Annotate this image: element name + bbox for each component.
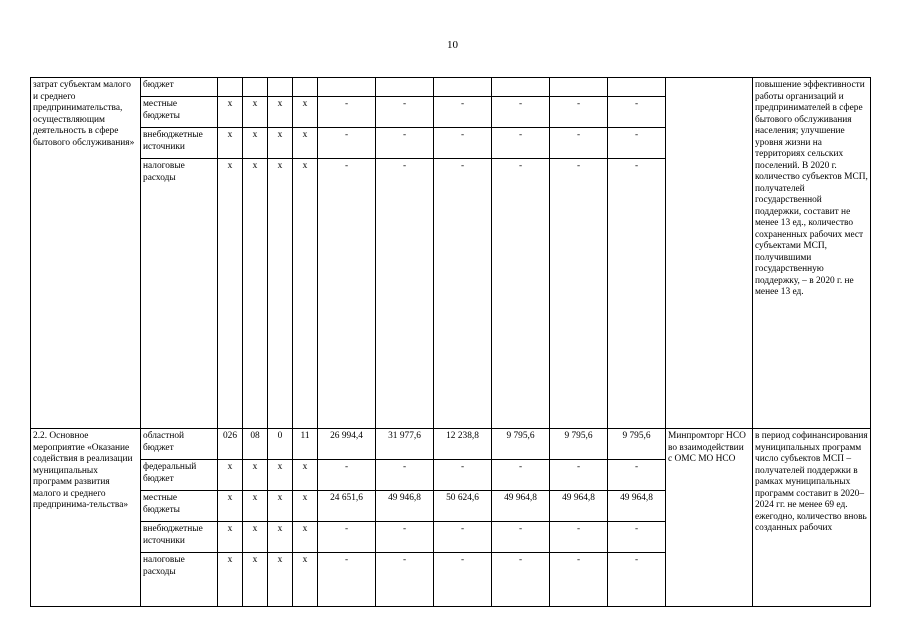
code-cell: x bbox=[268, 522, 293, 553]
code-cell: x bbox=[293, 97, 318, 128]
code-cell: x bbox=[218, 97, 243, 128]
value-cell: - bbox=[376, 159, 434, 429]
value-cell: - bbox=[434, 128, 492, 159]
value-cell: 9 795,6 bbox=[608, 429, 666, 460]
value-cell: - bbox=[608, 97, 666, 128]
value-cell: - bbox=[608, 553, 666, 607]
expected-outcome: в период софинансирования муниципальных программ число субъектов МСП – получателей поддержки в рамках муниципальных программ составит в 2020–2024 гг. не менее 69 ед. ежегодно, количество вновь созданных рабочих bbox=[753, 429, 871, 607]
code-cell: x bbox=[218, 491, 243, 522]
value-cell: - bbox=[550, 128, 608, 159]
value-cell: 49 964,8 bbox=[492, 491, 550, 522]
funding-source: федеральный бюджет bbox=[141, 460, 218, 491]
funding-source: налоговые расходы bbox=[141, 553, 218, 607]
value-cell: - bbox=[434, 159, 492, 429]
table-row bbox=[31, 429, 871, 460]
value-cell: - bbox=[376, 128, 434, 159]
funding-source: налоговые расходы bbox=[141, 159, 218, 429]
value-cell: 24 651,6 bbox=[318, 491, 376, 522]
value-cell: 12 238,8 bbox=[434, 429, 492, 460]
code-cell: x bbox=[268, 159, 293, 429]
value-cell: - bbox=[492, 159, 550, 429]
value-cell bbox=[492, 78, 550, 97]
value-cell: - bbox=[318, 159, 376, 429]
value-cell: - bbox=[376, 460, 434, 491]
value-cell bbox=[318, 78, 376, 97]
code-cell bbox=[218, 78, 243, 97]
value-cell: - bbox=[434, 460, 492, 491]
code-cell: 08 bbox=[243, 429, 268, 460]
value-cell: - bbox=[434, 553, 492, 607]
code-cell: x bbox=[243, 97, 268, 128]
value-cell: 31 977,6 bbox=[376, 429, 434, 460]
funding-source: областной бюджет bbox=[141, 429, 218, 460]
value-cell: - bbox=[550, 159, 608, 429]
program-table bbox=[30, 77, 871, 607]
value-cell: - bbox=[434, 522, 492, 553]
value-cell: - bbox=[492, 128, 550, 159]
value-cell: - bbox=[608, 460, 666, 491]
value-cell: - bbox=[376, 553, 434, 607]
value-cell: - bbox=[492, 97, 550, 128]
code-cell bbox=[293, 78, 318, 97]
code-cell bbox=[268, 78, 293, 97]
code-cell: x bbox=[268, 97, 293, 128]
value-cell: - bbox=[608, 159, 666, 429]
code-cell: x bbox=[218, 460, 243, 491]
value-cell: 9 795,6 bbox=[492, 429, 550, 460]
measure-title: 2.2. Основное мероприятие «Оказание содействия в реализации муниципальных программ развития малого и среднего предпринима-тельства» bbox=[31, 429, 141, 607]
code-cell: x bbox=[218, 128, 243, 159]
value-cell bbox=[376, 78, 434, 97]
code-cell: x bbox=[218, 522, 243, 553]
value-cell: - bbox=[318, 128, 376, 159]
value-cell: - bbox=[550, 460, 608, 491]
code-cell: x bbox=[293, 159, 318, 429]
funding-source: местные бюджеты bbox=[141, 491, 218, 522]
value-cell: - bbox=[318, 522, 376, 553]
code-cell: x bbox=[268, 460, 293, 491]
value-cell: - bbox=[492, 460, 550, 491]
value-cell: 49 964,8 bbox=[550, 491, 608, 522]
value-cell: - bbox=[434, 97, 492, 128]
expected-outcome: повышение эффективности работы организаций и предпринимателей в сфере бытового обслуживания населения; улучшение уровня жизни на территориях сельских поселений. В 2020 г. количество субъектов МСП, получателей государственной поддержки, составит не менее 13 ед., количество сохраненных рабочих мест субъектами МСП, получившими государственную поддержку, – в 2020 г. не менее 13 ед. bbox=[753, 78, 871, 429]
value-cell: - bbox=[492, 522, 550, 553]
code-cell: 0 bbox=[268, 429, 293, 460]
code-cell: x bbox=[293, 522, 318, 553]
code-cell: x bbox=[268, 128, 293, 159]
code-cell: x bbox=[243, 522, 268, 553]
value-cell: - bbox=[608, 522, 666, 553]
funding-source: внебюджетные источники bbox=[141, 128, 218, 159]
value-cell: 49 946,8 bbox=[376, 491, 434, 522]
value-cell: - bbox=[376, 522, 434, 553]
value-cell: - bbox=[376, 97, 434, 128]
value-cell bbox=[550, 78, 608, 97]
value-cell: - bbox=[550, 522, 608, 553]
code-cell: x bbox=[243, 128, 268, 159]
value-cell: 26 994,4 bbox=[318, 429, 376, 460]
code-cell: x bbox=[243, 159, 268, 429]
page-number: 10 bbox=[447, 39, 458, 51]
code-cell: x bbox=[218, 553, 243, 607]
value-cell bbox=[608, 78, 666, 97]
code-cell: x bbox=[293, 553, 318, 607]
executor-cell bbox=[666, 78, 753, 429]
funding-source: местные бюджеты bbox=[141, 97, 218, 128]
code-cell: x bbox=[293, 460, 318, 491]
value-cell: - bbox=[550, 553, 608, 607]
code-cell: 11 bbox=[293, 429, 318, 460]
table-row bbox=[31, 78, 871, 97]
code-cell: x bbox=[243, 460, 268, 491]
measure-title: затрат субъектам малого и среднего предпринимательства, осуществляющим деятельность в сфере бытового обслуживания» bbox=[31, 78, 141, 429]
code-cell: x bbox=[293, 491, 318, 522]
value-cell: 9 795,6 bbox=[550, 429, 608, 460]
value-cell bbox=[434, 78, 492, 97]
funding-source: внебюджетные источники bbox=[141, 522, 218, 553]
value-cell: - bbox=[318, 97, 376, 128]
value-cell: - bbox=[608, 128, 666, 159]
value-cell: 49 964,8 bbox=[608, 491, 666, 522]
value-cell: - bbox=[318, 460, 376, 491]
value-cell: - bbox=[318, 553, 376, 607]
code-cell: x bbox=[243, 553, 268, 607]
value-cell: - bbox=[492, 553, 550, 607]
value-cell: - bbox=[550, 97, 608, 128]
code-cell: x bbox=[268, 553, 293, 607]
code-cell: 026 bbox=[218, 429, 243, 460]
code-cell bbox=[243, 78, 268, 97]
funding-source: бюджет bbox=[141, 78, 218, 97]
code-cell: x bbox=[293, 128, 318, 159]
value-cell: 50 624,6 bbox=[434, 491, 492, 522]
code-cell: x bbox=[243, 491, 268, 522]
code-cell: x bbox=[268, 491, 293, 522]
executor-cell: Минпромторг НСО во взаимодействии с ОМС МО НСО bbox=[666, 429, 753, 607]
code-cell: x bbox=[218, 159, 243, 429]
